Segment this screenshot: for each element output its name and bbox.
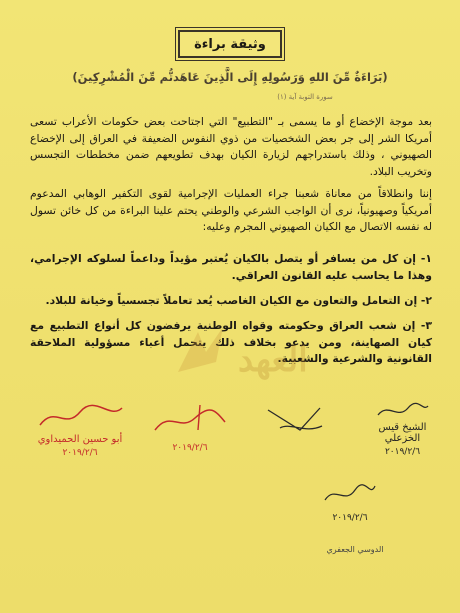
clause-2: ٢- إن التعامل والتعاون مع الكيان الغاصب يُعد تعاملاً تجسسياً وخيانة للبلاد. xyxy=(45,294,432,307)
handwritten-signature-icon xyxy=(260,400,330,440)
signature-5 xyxy=(300,480,400,523)
signature-name: الشيخ قيس الخزعلي xyxy=(378,422,427,444)
signature-1 xyxy=(360,400,445,457)
handwritten-signature-icon xyxy=(30,400,130,434)
watermark-emblem-icon xyxy=(168,322,238,382)
signature-date: ٢٠١٩/٢/٦ xyxy=(62,448,98,458)
signature-name: أبو حسين الحميداوي xyxy=(37,434,123,445)
signature-date: ٢٠١٩/٢/٦ xyxy=(332,513,368,523)
handwritten-signature-icon xyxy=(150,400,230,440)
handwritten-signature-icon xyxy=(373,400,433,422)
signature-name: الدوسي الجعفري xyxy=(326,545,384,554)
paragraph-declaration: إننا وانطلاقاً من معاناة شعبنا جراء العمليات الإجرامية لقوى التكفير الوهابي المدعوم أمريكياً وصهيونياً، نرى أن الواجب الشرعي والوطني يحتم علينا البراءة من كل خائن تسول له نفسه الاتصال مع الكيان الصهيوني المجرم وعليه: xyxy=(30,187,432,233)
signature-4 xyxy=(25,400,135,458)
watermark-text: العهد xyxy=(238,340,308,380)
watermark-logo xyxy=(208,330,318,390)
signature-3 xyxy=(145,400,235,453)
document-title: وثيقة براءة xyxy=(178,30,282,58)
handwritten-signature-icon xyxy=(320,480,380,510)
verse-reference: سورة التوبة آية (١) xyxy=(277,93,333,101)
signature-date: ٢٠١٩/٢/٦ xyxy=(384,447,421,457)
signature-6 xyxy=(300,545,410,554)
signature-date: ٢٠١٩/٢/٦ xyxy=(172,443,208,453)
signature-2 xyxy=(255,400,335,440)
quran-verse: (بَرَاءَةٌ مِّنَ اللهِ وَرَسُولِهِ إِلَى الَّذِينَ عَاهَدتُّم مِّنَ الْمُشْرِكِينَ) xyxy=(72,70,388,84)
clause-3: ٣- إن شعب العراق وحكومته وقواه الوطنية يرفضون كل أنواع التطبيع مع كيان الصهاينة، ومن يدعو بخلاف ذلك يتحمل أعباء مسؤولية الملاحقة القانونية والشرعية والشعبية. xyxy=(30,319,432,365)
clause-1: ١- إن كل من يسافر أو يتصل بالكيان يُعتبر مؤيداً وداعماً لسلوكه الإجرامي، وهذا ما يحاسب عليه القانون العراقي. xyxy=(30,252,432,282)
paragraph-intro: بعد موجة الإخضاع أو ما يسمى بـ "التطبيع" التي اجتاحت بعض حكومات الأعراب تسعى أمريكا الشر إلى جر بعض الشخصيات من ذوي النفوس الضعيفة في العراق إلى الإخضاع الصهيوني ، وذلك باستدراجهم لزيارة الكيان بهدف تطويعهم ضمن مخططات التجسس وتخريب البلاد. xyxy=(30,115,432,178)
